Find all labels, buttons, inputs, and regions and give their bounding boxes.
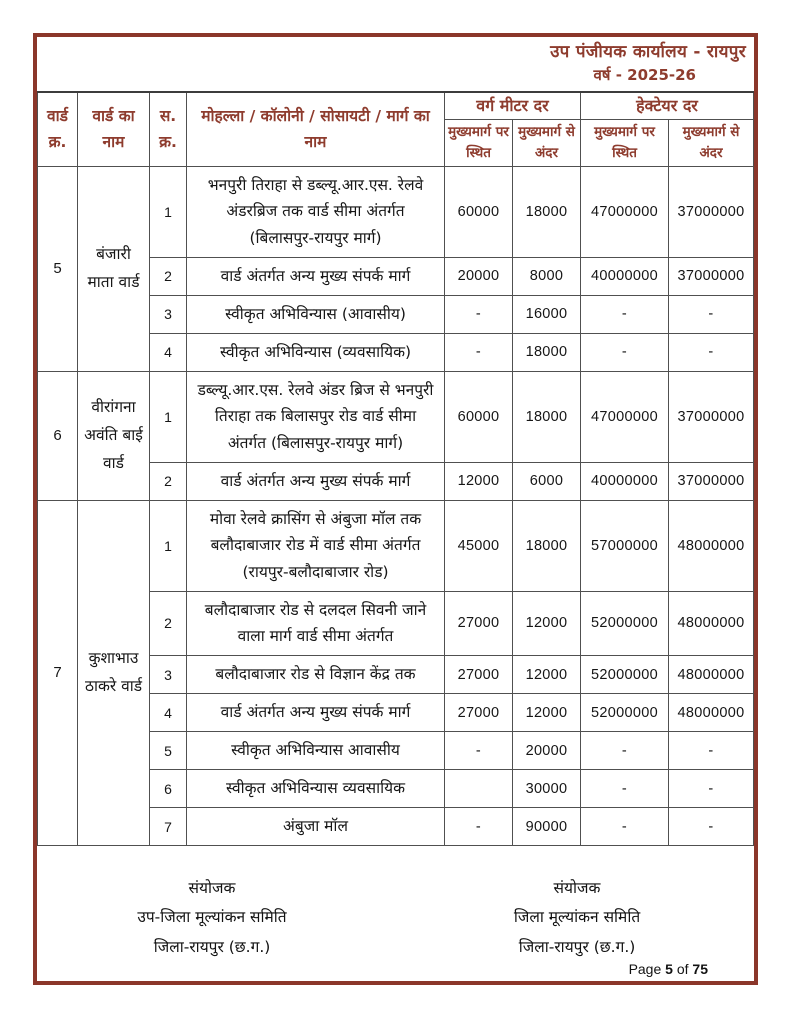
- rate-value: 48000000: [669, 656, 754, 694]
- locality-name: स्वीकृत अभिविन्यास व्यवसायिक: [187, 770, 445, 808]
- ward-name: वीरांगना अवंति बाई वार्ड: [78, 371, 150, 500]
- col-header-serial-no: स. क्र.: [150, 92, 187, 166]
- serial-number: 4: [150, 694, 187, 732]
- serial-number: 5: [150, 732, 187, 770]
- rate-value: 48000000: [669, 591, 754, 655]
- signature-title: संयोजक: [553, 879, 601, 897]
- rate-value: 20000: [513, 732, 581, 770]
- signature-footer: [37, 874, 754, 962]
- rate-value: 57000000: [581, 500, 669, 591]
- rate-value: 37000000: [669, 166, 754, 257]
- rate-value: 12000: [445, 462, 513, 500]
- locality-name: अंबुजा मॉल: [187, 808, 445, 846]
- serial-number: 4: [150, 333, 187, 371]
- office-title: उप पंजीयक कार्यालय - रायपुर: [550, 42, 746, 62]
- rate-value: 60000: [445, 371, 513, 462]
- rate-value: -: [669, 333, 754, 371]
- serial-number: 1: [150, 166, 187, 257]
- col-header-locality: मोहल्ला / कॉलोनी / सोसायटी / मार्ग का नाम: [187, 92, 445, 166]
- ward-name: बंजारी माता वार्ड: [78, 166, 150, 371]
- rate-value: -: [581, 770, 669, 808]
- rate-value: 48000000: [669, 694, 754, 732]
- rate-value: 60000: [445, 166, 513, 257]
- rate-value: 30000: [513, 770, 581, 808]
- serial-number: 3: [150, 656, 187, 694]
- serial-number: 2: [150, 257, 187, 295]
- page-word: Page: [628, 961, 662, 977]
- locality-name: भनपुरी तिराहा से डब्ल्यू.आर.एस. रेलवे अंडरब्रिज तक वार्ड सीमा अंतर्गत (बिलासपुर-रायपुर मार्ग): [187, 166, 445, 257]
- rate-value: 52000000: [581, 694, 669, 732]
- locality-name: वार्ड अंतर्गत अन्य मुख्य संपर्क मार्ग: [187, 462, 445, 500]
- rate-value: 18000: [513, 333, 581, 371]
- col-header-hectare-rate: हेक्टेयर दर: [581, 92, 754, 119]
- locality-name: स्वीकृत अभिविन्यास (आवासीय): [187, 295, 445, 333]
- locality-name: स्वीकृत अभिविन्यास आवासीय: [187, 732, 445, 770]
- ward-number: 7: [38, 500, 78, 845]
- locality-name: मोवा रेलवे क्रासिंग से अंबुजा मॉल तक बलौदाबाजार रोड में वार्ड सीमा अंतर्गत (रायपुर-बलौदाबाजार रोड): [187, 500, 445, 591]
- rate-value: [445, 770, 513, 808]
- locality-name: स्वीकृत अभिविन्यास (व्यवसायिक): [187, 333, 445, 371]
- rate-table-body: [38, 166, 754, 845]
- page-of-word: of: [676, 961, 689, 977]
- rate-value: 37000000: [669, 462, 754, 500]
- ward-number: 6: [38, 371, 78, 500]
- rate-value: 45000: [445, 500, 513, 591]
- district-name: जिला-रायपुर (छ.ग.): [153, 937, 271, 956]
- col-header-hectare-on-main-road: मुख्यमार्ग पर स्थित: [581, 119, 669, 166]
- signature-title: संयोजक: [188, 879, 236, 897]
- col-header-sqm-rate: वर्ग मीटर दर: [445, 92, 581, 119]
- rate-table-header: [38, 92, 754, 166]
- rate-value: -: [581, 808, 669, 846]
- rate-value: 47000000: [581, 371, 669, 462]
- rate-value: 16000: [513, 295, 581, 333]
- district-name: जिला-रायपुर (छ.ग.): [518, 937, 636, 956]
- rate-value: 18000: [513, 371, 581, 462]
- rate-value: 40000000: [581, 462, 669, 500]
- rate-value: 27000: [445, 591, 513, 655]
- rate-value: 47000000: [581, 166, 669, 257]
- page-number: [629, 961, 708, 977]
- rate-value: -: [445, 732, 513, 770]
- rate-value: 12000: [513, 591, 581, 655]
- table-row: [38, 166, 754, 257]
- rate-value: 20000: [445, 257, 513, 295]
- table-row: [38, 371, 754, 462]
- rate-value: 37000000: [669, 371, 754, 462]
- rate-value: 27000: [445, 694, 513, 732]
- rate-value: 12000: [513, 694, 581, 732]
- rate-value: 6000: [513, 462, 581, 500]
- document-header: [37, 41, 754, 85]
- table-row: [38, 500, 754, 591]
- rate-value: -: [581, 295, 669, 333]
- header-row-group: [38, 92, 754, 119]
- rate-table: [37, 91, 754, 846]
- locality-name: वार्ड अंतर्गत अन्य मुख्य संपर्क मार्ग: [187, 694, 445, 732]
- col-header-ward-name: वार्ड का नाम: [78, 92, 150, 166]
- serial-number: 6: [150, 770, 187, 808]
- page-total-value: 75: [692, 961, 708, 977]
- rate-value: 37000000: [669, 257, 754, 295]
- serial-number: 2: [150, 462, 187, 500]
- ward-number: 5: [38, 166, 78, 371]
- serial-number: 1: [150, 371, 187, 462]
- col-header-sqm-inside: मुख्यमार्ग से अंदर: [513, 119, 581, 166]
- serial-number: 2: [150, 591, 187, 655]
- committee-name: उप-जिला मूल्यांकन समिति: [137, 908, 287, 927]
- rate-value: 52000000: [581, 656, 669, 694]
- rate-value: -: [445, 808, 513, 846]
- rate-value: -: [669, 770, 754, 808]
- locality-name: बलौदाबाजार रोड से दलदल सिवनी जाने वाला मार्ग वार्ड सीमा अंतर्गत: [187, 591, 445, 655]
- rate-value: 12000: [513, 656, 581, 694]
- year-label: वर्ष - 2025-26: [593, 65, 696, 84]
- rate-value: -: [669, 808, 754, 846]
- signature-block-right: [468, 874, 686, 962]
- col-header-sqm-on-main-road: मुख्यमार्ग पर स्थित: [445, 119, 513, 166]
- locality-name: बलौदाबाजार रोड से विज्ञान केंद्र तक: [187, 656, 445, 694]
- col-header-hectare-inside: मुख्यमार्ग से अंदर: [669, 119, 754, 166]
- rate-value: 40000000: [581, 257, 669, 295]
- page-number-value: 5: [665, 961, 673, 977]
- rate-value: 27000: [445, 656, 513, 694]
- rate-value: -: [669, 732, 754, 770]
- serial-number: 1: [150, 500, 187, 591]
- serial-number: 3: [150, 295, 187, 333]
- rate-value: 18000: [513, 500, 581, 591]
- rate-value: -: [445, 333, 513, 371]
- locality-name: डब्ल्यू.आर.एस. रेलवे अंडर ब्रिज से भनपुरी तिराहा तक बिलासपुर रोड वार्ड सीमा अंतर्गत (बिलासपुर-रायपुर मार्ग): [187, 371, 445, 462]
- rate-value: 48000000: [669, 500, 754, 591]
- rate-value: 90000: [513, 808, 581, 846]
- rate-value: 18000: [513, 166, 581, 257]
- committee-name: जिला मूल्यांकन समिति: [513, 908, 641, 927]
- col-header-ward-no: वार्ड क्र.: [38, 92, 78, 166]
- ward-name: कुशाभाउ ठाकरे वार्ड: [78, 500, 150, 845]
- rate-value: -: [445, 295, 513, 333]
- signature-block-left: [103, 874, 321, 962]
- rate-value: -: [581, 732, 669, 770]
- serial-number: 7: [150, 808, 187, 846]
- page-border-frame: [33, 33, 758, 985]
- rate-value: 8000: [513, 257, 581, 295]
- rate-value: 52000000: [581, 591, 669, 655]
- locality-name: वार्ड अंतर्गत अन्य मुख्य संपर्क मार्ग: [187, 257, 445, 295]
- rate-value: -: [669, 295, 754, 333]
- rate-value: -: [581, 333, 669, 371]
